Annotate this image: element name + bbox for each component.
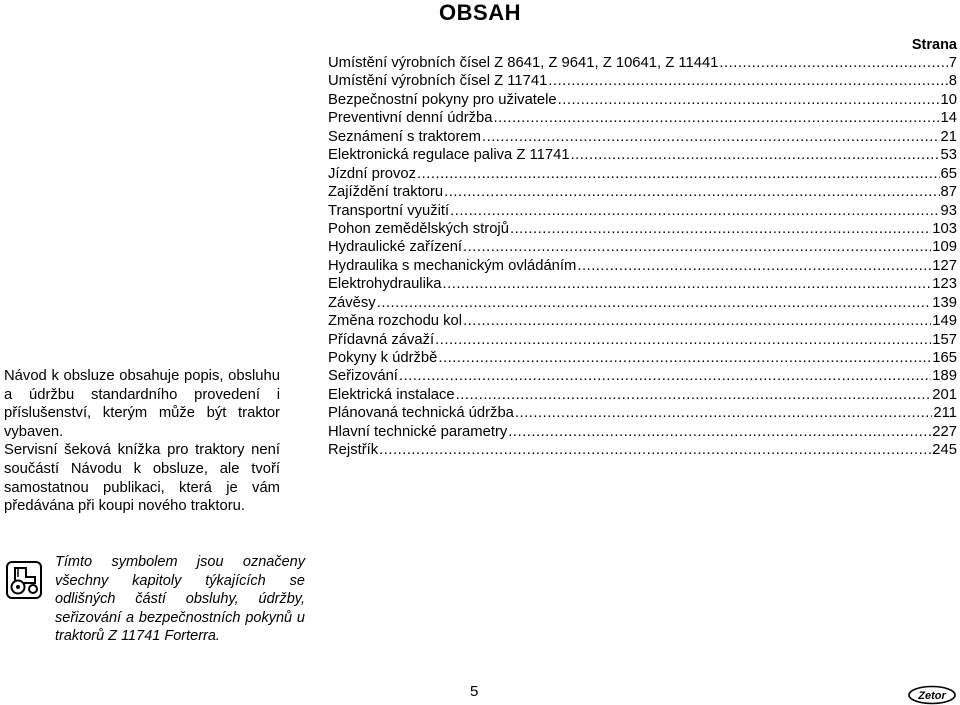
toc-entry[interactable]	[328, 367, 957, 385]
page-number: 5	[470, 683, 479, 700]
toc-entry-page: 123	[932, 276, 957, 293]
intro-text	[4, 367, 280, 516]
toc-leader-dots	[399, 367, 931, 385]
toc-entry-page: 227	[932, 423, 957, 440]
toc-leader-dots	[494, 109, 940, 127]
toc-leader-dots	[577, 257, 931, 275]
toc-entry[interactable]	[328, 257, 957, 275]
toc-entry-page: 103	[932, 220, 957, 237]
toc-entry-title: Přídavná závaží	[328, 331, 435, 348]
toc-entry-page: 127	[932, 257, 957, 274]
toc-entry-page: 21	[940, 128, 957, 145]
toc-entry-page: 7	[948, 55, 957, 71]
toc-leader-dots	[435, 331, 931, 349]
toc-entry[interactable]	[328, 386, 957, 404]
toc-entry[interactable]	[328, 72, 957, 90]
toc-entry-title: Rejstřík	[328, 442, 379, 459]
toc-leader-dots	[463, 238, 931, 256]
toc-entry-page: 87	[940, 184, 957, 201]
toc-entry-page: 8	[948, 73, 957, 90]
toc-leader-dots	[482, 128, 940, 146]
toc-entry-page: 109	[932, 239, 957, 256]
toc-entry-page: 14	[940, 110, 957, 127]
toc-entry-title: Hydraulika s mechanickým ovládáním	[328, 257, 577, 274]
toc-entry-page: 189	[932, 368, 957, 385]
toc-entry-title: Seřizování	[328, 368, 398, 385]
tractor-symbol-icon	[6, 561, 42, 599]
toc-entry-title: Hydraulické zařízení	[328, 239, 463, 256]
toc-entry[interactable]	[328, 349, 957, 367]
toc-entry-page: 165	[932, 350, 957, 366]
toc-entry[interactable]	[328, 202, 957, 220]
toc-entry-title: Pohon zemědělských strojů	[328, 220, 509, 237]
toc-entry[interactable]	[328, 294, 957, 312]
toc-entry[interactable]	[328, 404, 957, 422]
toc-entry[interactable]	[328, 312, 957, 330]
svg-text:Zetor: Zetor	[918, 690, 946, 702]
toc-entry-page: 53	[940, 147, 957, 164]
toc-entry-title: Pokyny k údržbě	[328, 350, 438, 366]
toc-entry[interactable]	[328, 441, 957, 459]
toc-entry-page: 10	[940, 91, 957, 108]
toc-entry-title: Závěsy	[328, 294, 376, 311]
intro-paragraph-1: Návod k obsluze obsahuje popis, obsluhu a údržbu standardního provedení i příslušenství, kterým může být traktor vybaven.	[4, 368, 280, 440]
toc-entry-page: 93	[940, 202, 957, 219]
toc-leader-dots	[508, 423, 931, 441]
toc-entry-title: Bezpečnostní pokyny pro uživatele	[328, 91, 557, 108]
toc-entry-title: Jízdní provoz	[328, 165, 417, 182]
table-of-contents	[328, 54, 957, 460]
toc-entry-page: 149	[932, 313, 957, 330]
toc-leader-dots	[438, 349, 931, 367]
toc-entry-title: Zajíždění traktoru	[328, 184, 444, 201]
toc-entry-title: Umístění výrobních čísel Z 8641, Z 9641, Z 10641, Z 11441	[328, 55, 719, 71]
toc-entry-page: 139	[932, 294, 957, 311]
toc-leader-dots	[719, 54, 947, 72]
toc-entry[interactable]	[328, 146, 957, 164]
page-title: OBSAH	[439, 0, 521, 25]
toc-leader-dots	[510, 220, 931, 238]
toc-entry-title: Umístění výrobních čísel Z 11741	[328, 73, 548, 90]
toc-leader-dots	[377, 294, 932, 312]
toc-entry[interactable]	[328, 91, 957, 109]
toc-leader-dots	[548, 72, 947, 90]
toc-entry-title: Seznámení s traktorem	[328, 128, 481, 145]
toc-entry-title: Transportní využití	[328, 202, 450, 219]
toc-entry[interactable]	[328, 331, 957, 349]
toc-entry-title: Elektrická instalace	[328, 386, 455, 403]
toc-entry-page: 65	[940, 165, 957, 182]
toc-entry[interactable]	[328, 165, 957, 183]
toc-entry-title: Elektrohydraulika	[328, 276, 442, 293]
toc-entry[interactable]	[328, 183, 957, 201]
toc-entry-title: Změna rozchodu kol	[328, 313, 463, 330]
toc-entry-page: 201	[932, 386, 957, 403]
toc-leader-dots	[417, 165, 940, 183]
toc-entry[interactable]	[328, 275, 957, 293]
page-column-header: Strana	[911, 37, 957, 53]
toc-leader-dots	[443, 275, 932, 293]
toc-entry[interactable]	[328, 109, 957, 127]
toc-entry-title: Elektronická regulace paliva Z 11741	[328, 147, 570, 164]
toc-entry-page: 211	[933, 405, 957, 422]
tractor-symbol-note: Tímto symbolem jsou označeny všechny kapitoly týkajících se odlišných částí obsluhy, údržby, seřizování a bezpečnostních pokynů u traktorů Z 11741 Forterra.	[55, 554, 305, 645]
toc-entry[interactable]	[328, 128, 957, 146]
toc-entry-page: 157	[932, 331, 957, 348]
toc-leader-dots	[444, 183, 939, 201]
toc-entry-page: 245	[932, 442, 957, 459]
toc-entry[interactable]	[328, 54, 957, 72]
toc-entry-title: Plánovaná technická údržba	[328, 405, 514, 422]
toc-leader-dots	[463, 312, 931, 330]
toc-entry[interactable]	[328, 423, 957, 441]
toc-entry-title: Hlavní technické parametry	[328, 423, 508, 440]
toc-leader-dots	[456, 386, 932, 404]
toc-entry[interactable]	[328, 220, 957, 238]
toc-leader-dots	[450, 202, 939, 220]
toc-entry[interactable]	[328, 238, 957, 256]
toc-entry-title: Preventivní denní údržba	[328, 110, 493, 127]
intro-paragraph-2: Servisní šeková knížka pro traktory není součástí Návodu k obsluze, ale tvoří samostatnou publikaci, která je vám předávána při koupi nového traktoru.	[4, 442, 280, 515]
zetor-logo	[908, 685, 956, 705]
toc-leader-dots	[515, 404, 932, 422]
toc-leader-dots	[558, 91, 940, 109]
toc-leader-dots	[571, 146, 940, 164]
toc-leader-dots	[379, 441, 931, 459]
